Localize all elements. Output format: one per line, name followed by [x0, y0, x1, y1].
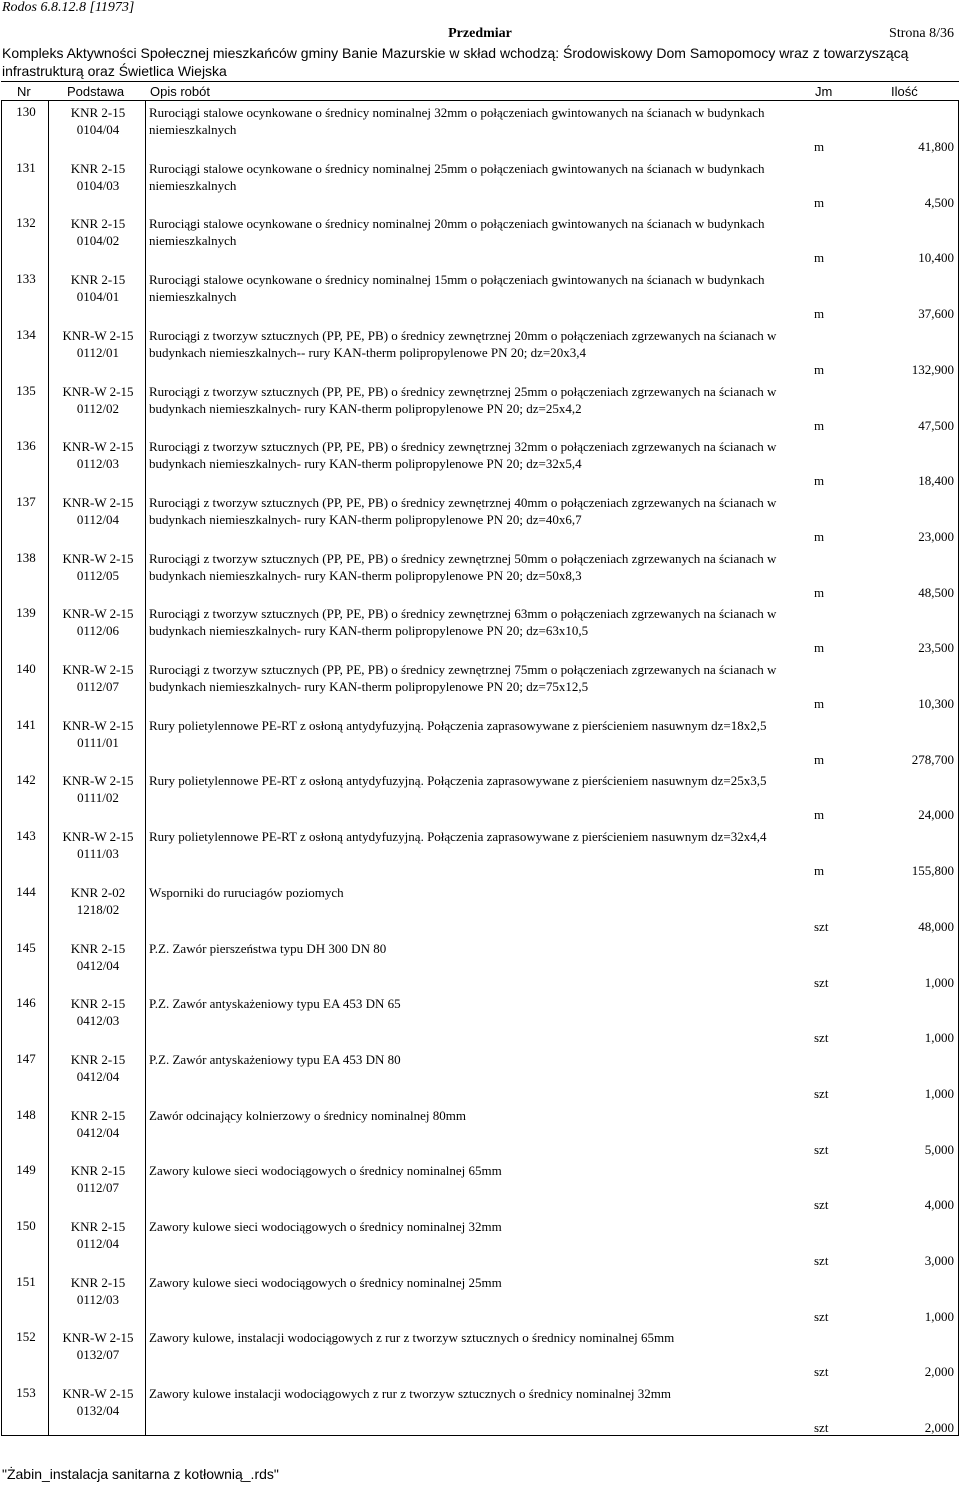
item-basis-code: 0412/04 — [76, 1124, 120, 1140]
item-basis — [52, 438, 144, 472]
item-basis — [52, 995, 144, 1029]
item-unit: szt — [814, 1308, 829, 1324]
item-basis-code: 0112/01 — [76, 344, 120, 360]
item-basis-catalog: KNR 2-15 — [70, 1107, 126, 1123]
item-basis-catalog: KNR-W 2-15 — [62, 550, 134, 566]
item-basis-catalog: KNR-W 2-15 — [62, 829, 134, 845]
item-basis-code: 0104/03 — [76, 177, 120, 193]
item-number: 148 — [16, 1106, 36, 1122]
item-basis-catalog: KNR 2-02 — [70, 884, 126, 900]
item-basis-code: 0104/02 — [76, 233, 120, 249]
item-basis — [52, 104, 144, 138]
item-unit: szt — [814, 1197, 829, 1213]
item-basis-code: 0132/04 — [76, 1403, 120, 1419]
item-basis-catalog: KNR 2-15 — [70, 160, 126, 176]
item-quantity: 2,000 — [924, 1364, 954, 1380]
table-row — [2, 825, 958, 881]
item-description: Rury polietylennowe PE-RT z osłoną antydyfuzyjną. Połączenia zaprasowywane z pierścieniem nasuwnym dz=32x4,4 — [149, 829, 767, 845]
item-basis-catalog: KNR 2-15 — [70, 1219, 126, 1234]
item-basis — [52, 494, 144, 528]
column-header-quantity: Ilość — [891, 84, 918, 99]
item-basis — [52, 383, 144, 417]
item-basis-code: 0112/04 — [76, 1236, 120, 1251]
item-basis — [52, 160, 144, 194]
table-row — [2, 380, 958, 436]
table-row — [2, 1215, 958, 1271]
item-basis-catalog: KNR-W 2-15 — [62, 662, 134, 677]
item-quantity: 18,400 — [918, 473, 954, 489]
item-quantity: 1,000 — [924, 1085, 954, 1101]
table-row — [2, 714, 958, 770]
item-description: Rurociągi stalowe ocynkowane o średnicy nominalnej 15mm o połączeniach gwintowanych na ścianach w budynkach niemieszkalnych — [149, 272, 765, 305]
item-quantity: 4,500 — [924, 194, 954, 210]
item-unit: m — [814, 139, 825, 154]
table-row — [2, 491, 958, 547]
item-basis — [52, 1274, 144, 1308]
item-unit: m — [814, 863, 825, 879]
item-quantity: 1,000 — [924, 1308, 954, 1324]
item-basis-catalog: KNR-W 2-15 — [62, 717, 134, 733]
item-number: 138 — [16, 549, 36, 565]
item-number: 137 — [16, 493, 36, 509]
item-basis — [52, 1051, 144, 1085]
item-basis-code: 0111/01 — [77, 734, 119, 750]
item-description: Zawory kulowe instalacji wodociągowych z rur z tworzyw sztucznych o średnicy nominalnej 32mm — [149, 1386, 672, 1402]
estimate-table — [1, 101, 959, 1436]
item-unit: szt — [814, 1253, 829, 1268]
item-unit: szt — [814, 1364, 829, 1380]
item-basis-code: 0412/04 — [76, 957, 120, 973]
item-basis-code: 0112/07 — [76, 1180, 120, 1196]
item-basis — [52, 940, 144, 974]
item-description: Rury polietylennowe PE-RT z osłoną antydyfuzyjną. Połączenia zaprasowywane z pierścieniem nasuwnym dz=18x2,5 — [149, 717, 767, 733]
item-number: 147 — [16, 1050, 36, 1066]
item-basis — [52, 215, 144, 249]
item-basis — [52, 1385, 144, 1419]
item-number: 140 — [16, 661, 36, 676]
item-description: Rurociągi z tworzyw sztucznych (PP, PE, PB) o średnicy zewnętrznej 75mm o połączeniach zgrzewanych na ścianach w budynkach niemieszkalnych- rury KAN-therm polipropylenowe PN 20; dz=75x12,5 — [149, 662, 777, 694]
item-number: 136 — [16, 438, 36, 454]
item-description: Zawory kulowe sieci wodociągowych o średnicy nominalnej 65mm — [149, 1163, 502, 1179]
item-basis-code: 0412/03 — [76, 1013, 120, 1029]
item-number: 149 — [16, 1162, 36, 1178]
item-unit: m — [814, 528, 825, 544]
item-quantity: 1,000 — [924, 974, 954, 990]
item-number: 150 — [16, 1218, 36, 1233]
item-basis — [52, 772, 144, 806]
item-description: Rurociągi z tworzyw sztucznych (PP, PE, PB) o średnicy zewnętrznej 32mm o połączeniach zgrzewanych na ścianach w budynkach niemieszkalnych- rury KAN-therm polipropylenowe PN 20; dz=32x5,4 — [149, 439, 777, 472]
table-row — [2, 1382, 958, 1438]
item-description: Zawory kulowe sieci wodociągowych o średnicy nominalnej 32mm — [149, 1219, 502, 1234]
table-row — [2, 324, 958, 380]
app-version: Rodos 6.8.12.8 [11973] — [2, 0, 135, 15]
item-quantity: 5,000 — [924, 1141, 954, 1157]
item-description: Rurociągi stalowe ocynkowane o średnicy nominalnej 25mm o połączeniach gwintowanych na ścianach w budynkach niemieszkalnych — [149, 160, 765, 193]
item-quantity: 48,000 — [918, 918, 954, 934]
item-number: 133 — [16, 271, 36, 287]
project-title: Kompleks Aktywności Społecznej mieszkańców gminy Banie Mazurskie w skład wchodzą: Środowiskowy Dom Samopomocy wraz z towarzyszącą infrastrukturą oraz Świetlica Wiejska — [2, 45, 909, 79]
item-description: Zawory kulowe, instalacji wodociągowych z rur z tworzyw sztucznych o średnicy nominalnej 65mm — [149, 1330, 675, 1346]
item-basis-catalog: KNR-W 2-15 — [62, 606, 134, 622]
item-basis — [52, 884, 144, 918]
item-description: Rury polietylennowe PE-RT z osłoną antydyfuzyjną. Połączenia zaprasowywane z pierścieniem nasuwnym dz=25x3,5 — [149, 773, 767, 789]
item-description: P.Z. Zawór antyskażeniowy typu EA 453 DN 65 — [149, 996, 401, 1012]
item-basis-code: 0112/03 — [76, 456, 120, 472]
column-header-base: Podstawa — [67, 84, 125, 99]
item-basis-catalog: KNR-W 2-15 — [62, 439, 134, 455]
item-number: 134 — [16, 326, 36, 342]
table-row — [2, 212, 958, 268]
item-description: Rurociągi stalowe ocynkowane o średnicy nominalnej 32mm o połączeniach gwintowanych na ścianach w budynkach niemieszkalnych — [149, 105, 765, 137]
item-quantity: 24,000 — [918, 807, 954, 823]
item-basis-code: 0104/01 — [76, 289, 120, 305]
item-number: 141 — [16, 716, 36, 732]
item-quantity: 10,300 — [918, 696, 954, 711]
item-basis-catalog: KNR-W 2-15 — [62, 1330, 134, 1346]
item-description: Rurociągi z tworzyw sztucznych (PP, PE, PB) o średnicy zewnętrznej 25mm o połączeniach zgrzewanych na ścianach w budynkach niemieszkalnych- rury KAN-therm polipropylenowe PN 20; dz=25x4,2 — [149, 383, 777, 416]
item-description: Rurociągi stalowe ocynkowane o średnicy nominalnej 20mm o połączeniach gwintowanych na ścianach w budynkach niemieszkalnych — [149, 216, 765, 249]
table-row — [2, 1271, 958, 1327]
item-description: Rurociągi z tworzyw sztucznych (PP, PE, PB) o średnicy zewnętrznej 50mm o połączeniach zgrzewanych na ścianach w budynkach niemieszkalnych- rury KAN-therm polipropylenowe PN 20; dz=50x8,3 — [149, 550, 777, 583]
item-basis-catalog: KNR 2-15 — [70, 105, 126, 120]
item-basis-code: 0112/06 — [76, 623, 120, 639]
item-unit: m — [814, 194, 825, 210]
item-basis — [52, 661, 144, 695]
item-description: Rurociągi z tworzyw sztucznych (PP, PE, PB) o średnicy zewnętrznej 63mm o połączeniach zgrzewanych na ścianach w budynkach niemieszkalnych- rury KAN-therm polipropylenowe PN 20; dz=63x10,5 — [149, 606, 777, 639]
item-basis — [52, 1218, 144, 1252]
item-description: Zawór odcinający kolnierzowy o średnicy nominalnej 80mm — [149, 1107, 466, 1123]
item-number: 131 — [16, 159, 36, 175]
item-unit: m — [814, 807, 825, 823]
item-unit: m — [814, 361, 825, 377]
item-quantity: 47,500 — [918, 417, 954, 433]
item-basis-catalog: KNR 2-15 — [70, 1163, 126, 1179]
item-basis-code: 1218/02 — [76, 901, 120, 917]
item-number: 151 — [16, 1273, 36, 1289]
table-row — [2, 658, 958, 714]
item-quantity: 4,000 — [924, 1197, 954, 1213]
table-row — [2, 101, 958, 157]
item-number: 144 — [16, 883, 36, 899]
item-unit: szt — [814, 1030, 829, 1046]
item-description: P.Z. Zawór antyskażeniowy typu EA 453 DN 80 — [149, 1051, 401, 1067]
item-basis-catalog: KNR-W 2-15 — [62, 1386, 134, 1402]
item-number: 146 — [16, 995, 36, 1011]
item-unit: szt — [814, 1085, 829, 1101]
item-basis — [52, 605, 144, 639]
item-number: 143 — [16, 828, 36, 844]
table-header — [1, 81, 959, 101]
item-number: 152 — [16, 1329, 36, 1345]
item-quantity: 3,000 — [924, 1253, 954, 1268]
item-quantity: 10,400 — [918, 250, 954, 266]
item-description: Rurociągi z tworzyw sztucznych (PP, PE, PB) o średnicy zewnętrznej 20mm o połączeniach zgrzewanych na ścianach w budynkach niemieszkalnych-- rury KAN-therm polipropylenowe PN 20; dz=20x3,4 — [149, 327, 777, 360]
page-number: Strona 8/36 — [889, 26, 954, 41]
table-row — [2, 435, 958, 491]
item-basis-code: 0132/07 — [76, 1347, 120, 1363]
table-row — [2, 547, 958, 603]
column-header-nr: Nr — [17, 84, 31, 99]
item-unit: szt — [814, 1141, 829, 1157]
table-row — [2, 157, 958, 213]
item-number: 139 — [16, 605, 36, 621]
item-unit: m — [814, 417, 825, 433]
item-description: Zawory kulowe sieci wodociągowych o średnicy nominalnej 25mm — [149, 1274, 502, 1290]
item-number: 142 — [16, 772, 36, 788]
file-name-footer: "Żabin_instalacja sanitarna z kotłownią_.rds" — [2, 1466, 279, 1482]
item-basis — [52, 717, 144, 751]
item-basis — [52, 1162, 144, 1196]
item-quantity: 278,700 — [911, 751, 954, 767]
table-row — [2, 992, 958, 1048]
item-basis-catalog: KNR 2-15 — [70, 1051, 126, 1067]
item-description: P.Z. Zawór pierszeństwa typu DH 300 DN 80 — [149, 940, 387, 956]
item-quantity: 41,800 — [918, 139, 954, 154]
item-basis-catalog: KNR-W 2-15 — [62, 773, 134, 789]
item-basis-catalog: KNR 2-15 — [70, 1274, 126, 1290]
item-quantity: 23,000 — [918, 528, 954, 544]
item-quantity: 155,800 — [911, 863, 954, 879]
item-basis-code: 0112/07 — [76, 679, 120, 694]
item-basis-code: 0112/04 — [76, 511, 120, 527]
item-basis-catalog: KNR 2-15 — [70, 216, 126, 232]
item-basis — [52, 271, 144, 305]
table-row — [2, 602, 958, 658]
table-row — [2, 1159, 958, 1215]
table-row — [2, 268, 958, 324]
item-basis-code: 0112/02 — [76, 400, 120, 416]
item-unit: m — [814, 250, 825, 266]
table-row — [2, 1326, 958, 1382]
table-row — [2, 769, 958, 825]
column-header-description: Opis robót — [150, 84, 210, 99]
item-basis-catalog: KNR-W 2-15 — [62, 327, 134, 343]
item-number: 145 — [16, 939, 36, 955]
item-basis-code: 0111/02 — [77, 790, 119, 806]
item-unit: m — [814, 751, 825, 767]
item-basis — [52, 1107, 144, 1141]
item-number: 135 — [16, 382, 36, 398]
item-number: 153 — [16, 1385, 36, 1401]
item-basis-code: 0112/03 — [76, 1291, 120, 1307]
item-unit: m — [814, 584, 825, 600]
item-unit: m — [814, 696, 825, 711]
item-basis — [52, 550, 144, 584]
item-basis-catalog: KNR 2-15 — [70, 272, 126, 288]
item-basis — [52, 327, 144, 361]
item-quantity: 23,500 — [918, 640, 954, 656]
item-quantity: 132,900 — [911, 361, 954, 377]
item-basis-catalog: KNR-W 2-15 — [62, 494, 134, 510]
item-basis — [52, 1329, 144, 1363]
item-number: 130 — [16, 104, 36, 119]
item-basis-code: 0111/03 — [77, 846, 119, 862]
item-number: 132 — [16, 215, 36, 231]
item-description: Wsporniki do ruruciagów poziomych — [149, 884, 344, 900]
item-basis-code: 0412/04 — [76, 1068, 120, 1084]
table-row — [2, 881, 958, 937]
item-unit: szt — [814, 918, 829, 934]
item-basis-catalog: KNR 2-15 — [70, 996, 126, 1012]
document-title: Przedmiar — [448, 26, 512, 41]
item-quantity: 2,000 — [924, 1420, 954, 1436]
item-basis-catalog: KNR-W 2-15 — [62, 383, 134, 399]
table-row — [2, 1104, 958, 1160]
item-unit: m — [814, 306, 825, 322]
item-quantity: 37,600 — [918, 306, 954, 322]
item-description: Rurociągi z tworzyw sztucznych (PP, PE, PB) o średnicy zewnętrznej 40mm o połączeniach zgrzewanych na ścianach w budynkach niemieszkalnych- rury KAN-therm polipropylenowe PN 20; dz=40x6,7 — [149, 494, 777, 527]
item-unit: szt — [814, 1420, 829, 1436]
item-quantity: 1,000 — [924, 1030, 954, 1046]
table-row — [2, 1048, 958, 1104]
item-basis-code: 0112/05 — [76, 567, 120, 583]
item-unit: m — [814, 473, 825, 489]
table-row — [2, 937, 958, 993]
item-basis — [52, 828, 144, 862]
column-header-unit: Jm — [815, 84, 833, 99]
item-basis-code: 0104/04 — [76, 122, 120, 137]
item-quantity: 48,500 — [918, 584, 954, 600]
item-unit: szt — [814, 974, 829, 990]
item-unit: m — [814, 640, 825, 656]
item-basis-catalog: KNR 2-15 — [70, 940, 126, 956]
